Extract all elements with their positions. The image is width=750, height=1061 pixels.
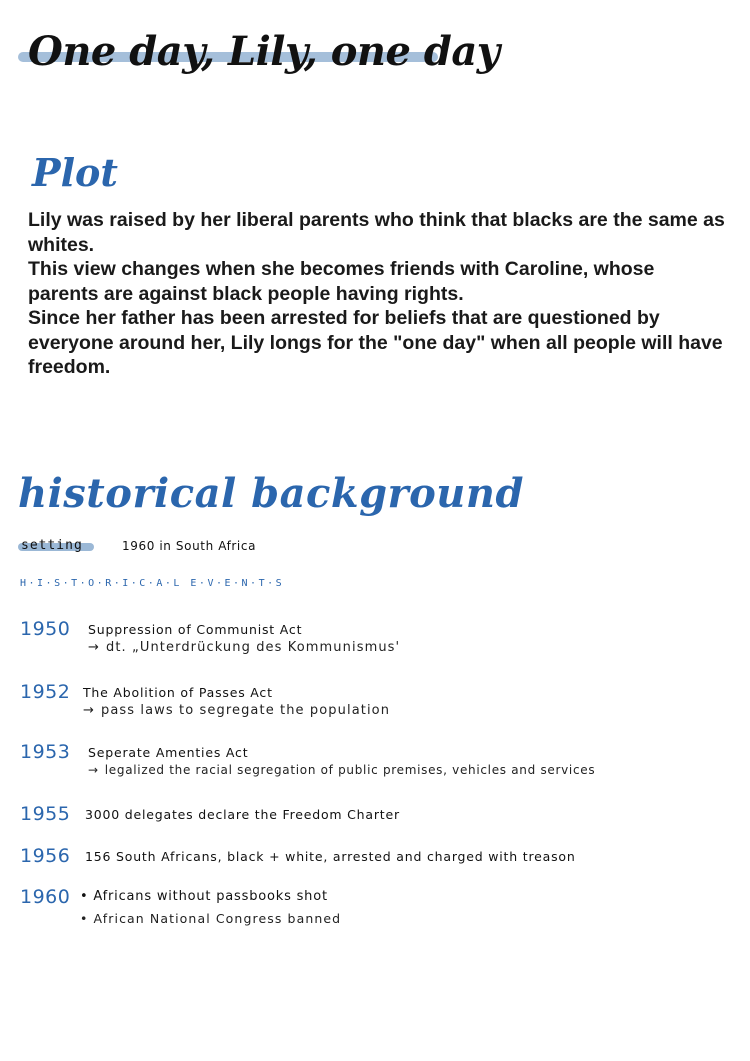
bullet-icon: • xyxy=(80,911,94,926)
events-label: H·I·S·T·O·R·I·C·A·L E·V·E·N·T·S xyxy=(20,578,285,589)
event-sub-text: legalized the racial segregation of public premises, vehicles and services xyxy=(104,763,596,777)
event-year: 1953 xyxy=(20,741,71,763)
plot-text xyxy=(28,208,728,380)
event-bullet-text: Africans without passbooks shot xyxy=(93,889,328,904)
setting-value: 1960 in South Africa xyxy=(122,539,257,553)
arrow-icon: → xyxy=(83,703,95,718)
event-sub xyxy=(88,763,595,777)
event-desc: The Abolition of Passes Act xyxy=(83,685,273,700)
event-desc: 3000 delegates declare the Freedom Charter xyxy=(85,807,400,822)
event-desc: Seperate Amenties Act xyxy=(88,745,249,760)
historical-heading: historical background xyxy=(18,470,524,517)
event-year: 1960 xyxy=(20,886,71,908)
plot-heading: Plot xyxy=(32,150,118,195)
plot-paragraph: Lily was raised by her liberal parents who think that blacks are the same as whites. xyxy=(28,209,725,256)
event-year: 1955 xyxy=(20,803,71,825)
event-year: 1950 xyxy=(20,618,71,640)
arrow-icon: → xyxy=(88,640,100,655)
setting-label: setting xyxy=(21,538,83,553)
event-desc: Suppression of Communist Act xyxy=(88,622,303,637)
event-sub xyxy=(88,640,400,655)
plot-paragraph: Since her father has been arrested for beliefs that are questioned by everyone around her, Lily longs for the "one day" when all people will have freedom. xyxy=(28,307,723,378)
event-desc: 156 South Africans, black + white, arrested and charged with treason xyxy=(85,849,576,864)
bullet-icon: • xyxy=(80,889,94,904)
event-year: 1956 xyxy=(20,845,71,867)
event-bullet-text: African National Congress banned xyxy=(93,911,342,926)
title-block xyxy=(18,28,500,98)
event-sub xyxy=(83,703,390,718)
arrow-icon: → xyxy=(88,763,99,777)
event-bullet xyxy=(80,911,341,926)
event-sub-text: pass laws to segregate the population xyxy=(101,703,391,718)
event-sub-text: dt. „Unterdrückung des Kommunismus' xyxy=(106,640,401,655)
page-title: One day, Lily, one day xyxy=(28,28,500,75)
event-bullet xyxy=(80,889,328,904)
event-year: 1952 xyxy=(20,681,71,703)
plot-paragraph: This view changes when she becomes friends with Caroline, whose parents are against black people having rights. xyxy=(28,258,655,305)
setting-row xyxy=(18,538,418,558)
